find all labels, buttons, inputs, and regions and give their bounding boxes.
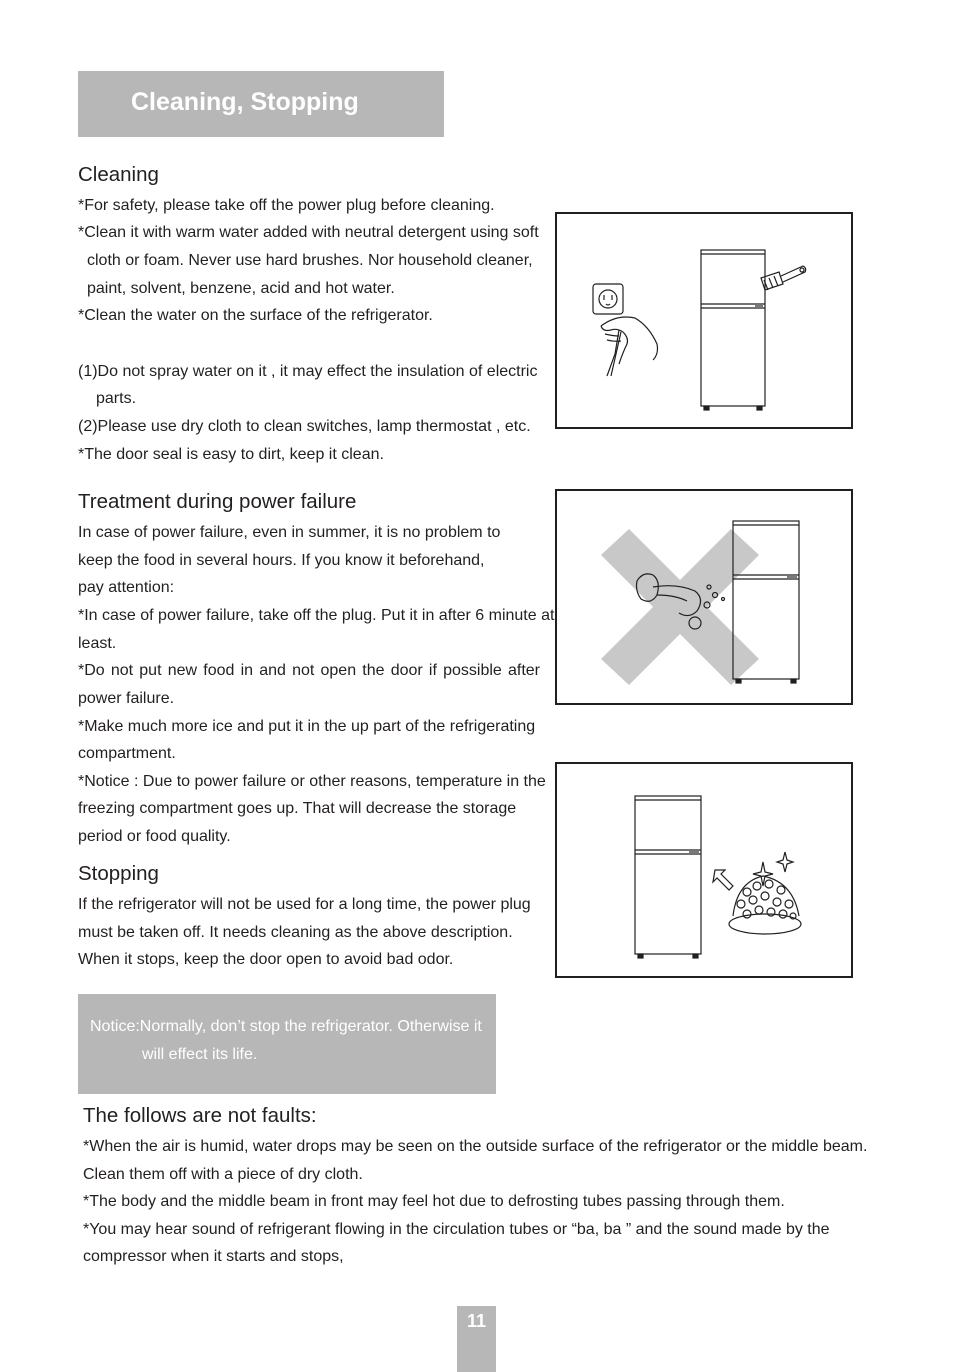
cleaning-line: *For safety, please take off the power plug before cleaning.: [78, 197, 495, 214]
stopping-line: If the refrigerator will not be used for a long time, the power plug: [78, 896, 531, 913]
brush-icon: [761, 266, 806, 290]
not-faults-line: Clean them off with a piece of dry cloth.: [83, 1166, 363, 1183]
page-title: Cleaning, Stopping: [131, 88, 359, 116]
power-failure-line: *Make much more ice and put it in the up part of the refrigerating: [78, 718, 536, 735]
power-failure-heading: Treatment during power failure: [78, 490, 357, 513]
cleaning-line: (2)Please use dry cloth to clean switches, lamp thermostat , etc.: [78, 418, 531, 435]
page-number-tab: [457, 1306, 496, 1372]
notice-line: will effect its life.: [142, 1046, 258, 1063]
cross-mark-icon: [601, 529, 759, 685]
cleaning-illustration: [555, 212, 853, 429]
not-faults-line: *You may hear sound of refrigerant flowing in the circulation tubes or “ba, ba ” and the sound made by the: [83, 1221, 830, 1238]
cleaning-line: parts.: [96, 390, 137, 407]
cleaning-heading: Cleaning: [78, 163, 159, 186]
no-spray-illustration: [555, 489, 853, 705]
power-failure-line: *Notice : Due to power failure or other reasons, temperature in the: [78, 773, 546, 790]
arrow-icon: [713, 870, 733, 890]
page-number: 11: [466, 1311, 487, 1331]
notice-box: [78, 994, 496, 1094]
power-failure-line: In case of power failure, even in summer, it is no problem to: [78, 524, 501, 541]
power-failure-line: compartment.: [78, 745, 176, 762]
power-failure-line: power failure.: [78, 690, 175, 707]
power-failure-line: freezing compartment goes up. That will decrease the storage: [78, 800, 517, 817]
power-failure-line: pay attention:: [78, 579, 175, 596]
power-failure-line: keep the food in several hours. If you know it beforehand,: [78, 552, 485, 569]
power-failure-line: period or food quality.: [78, 828, 231, 845]
stopping-illustration: [555, 762, 853, 978]
not-faults-line: *The body and the middle beam in front may feel hot due to defrosting tubes passing through them.: [83, 1193, 785, 1210]
refrigerator-icon: [701, 250, 765, 410]
hand-unplugging-icon: [601, 317, 658, 376]
cleaning-line: *The door seal is easy to dirt, keep it clean.: [78, 446, 384, 463]
stopping-heading: Stopping: [78, 862, 159, 885]
not-faults-heading: The follows are not faults:: [83, 1104, 317, 1127]
not-faults-line: compressor when it starts and stops,: [83, 1248, 344, 1265]
power-failure-line: *In case of power failure, take off the plug. Put it in after 6 minute at: [78, 607, 555, 624]
cleaning-line: cloth or foam. Never use hard brushes. Nor household cleaner,: [87, 252, 533, 269]
refrigerator-icon: [635, 796, 701, 958]
stopping-line: must be taken off. It needs cleaning as the above description.: [78, 924, 513, 941]
title-banner: [78, 71, 444, 137]
stopping-line: When it stops, keep the door open to avoid bad odor.: [78, 951, 454, 968]
sparkle-icon: [753, 852, 793, 886]
cleaning-line: paint, solvent, benzene, acid and hot water.: [87, 280, 395, 297]
wall-socket-icon: [593, 284, 623, 314]
power-failure-line: least.: [78, 635, 117, 652]
power-failure-line: *Do not put new food in and not open the door if possible after: [78, 662, 540, 679]
notice-line: Notice:Normally, don’t stop the refrigerator. Otherwise it: [90, 1018, 482, 1035]
cleaning-line: *Clean the water on the surface of the refrigerator.: [78, 307, 433, 324]
cleaning-line: (1)Do not spray water on it , it may effect the insulation of electric: [78, 363, 538, 380]
food-plate-icon: [729, 876, 801, 934]
cleaning-line: *Clean it with warm water added with neutral detergent using soft: [78, 224, 539, 241]
not-faults-line: *When the air is humid, water drops may be seen on the outside surface of the refrigerator or the middle beam.: [83, 1138, 868, 1155]
